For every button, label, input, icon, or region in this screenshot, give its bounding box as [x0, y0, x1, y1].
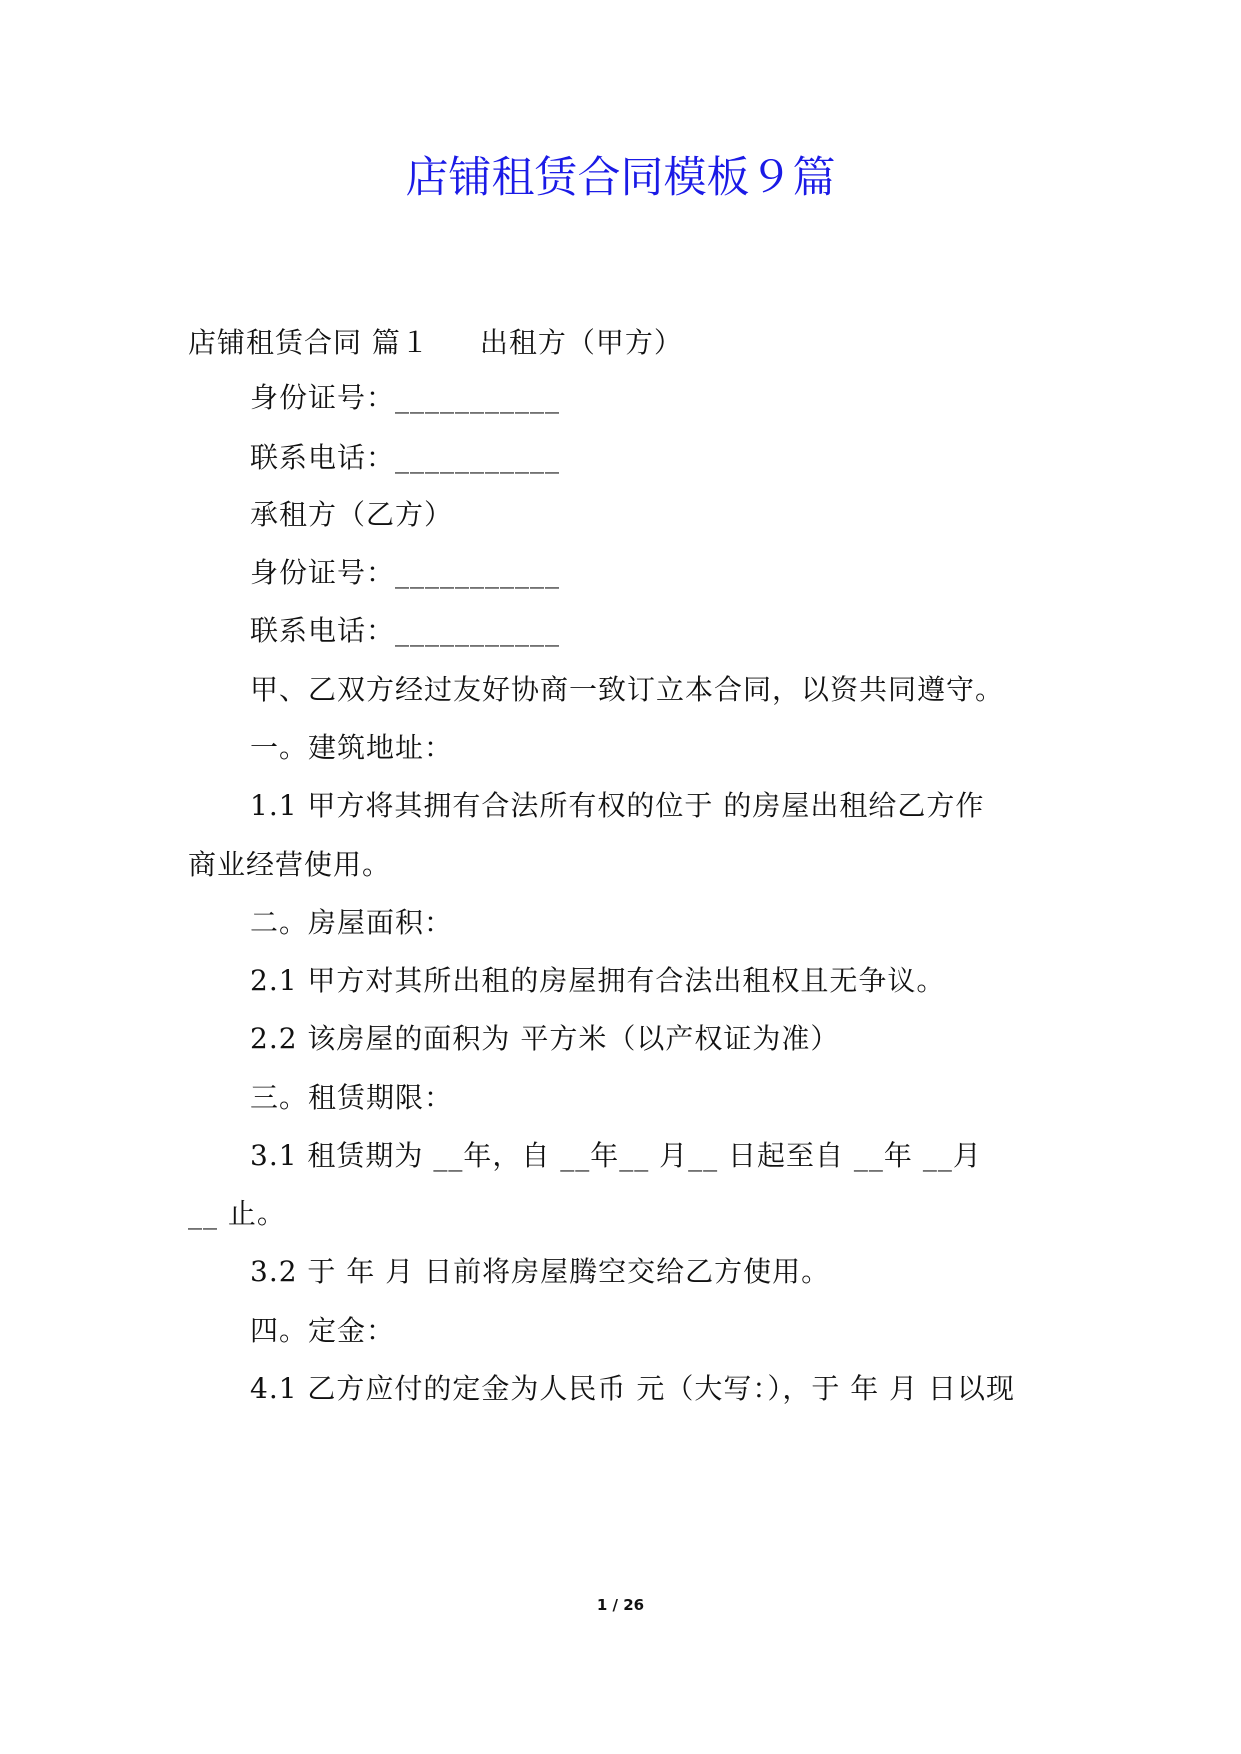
clause-1-1: 1.1 甲方将其拥有合法所有权的位于 的房屋出租给乙方作	[250, 789, 985, 822]
lessee-id-number-line: 身份证号：___________	[250, 556, 561, 589]
lessee-label: 承租方（乙方）	[250, 498, 454, 531]
document-title: 店铺租赁合同模板９篇	[405, 153, 836, 203]
section-heading-term: 三。租赁期限：	[250, 1081, 454, 1114]
page-indicator: 1 / 26	[596, 1596, 645, 1614]
lessor-id-number-line: 身份证号：___________	[250, 381, 561, 414]
section-heading-area: 二。房屋面积：	[250, 906, 454, 939]
agreement-paragraph: 甲、乙双方经过友好协商一致订立本合同，以资共同遵守。	[250, 673, 1005, 706]
clause-1-1-continued: 商业经营使用。	[188, 848, 392, 881]
contract-heading: 店铺租赁合同 篇１	[188, 326, 430, 359]
clause-3-1: 3.1 租赁期为 __年，自 __年__ 月__ 日起至自 __年 __月	[250, 1139, 982, 1172]
lessor-label: 出租方（甲方）	[479, 326, 683, 359]
clause-3-2: 3.2 于 年 月 日前将房屋腾空交给乙方使用。	[250, 1255, 831, 1288]
section-heading-address: 一。建筑地址：	[250, 731, 454, 764]
lessee-phone-line: 联系电话：___________	[250, 614, 561, 647]
section-heading-deposit: 四。定金：	[250, 1314, 396, 1347]
contract-heading-row	[188, 323, 683, 363]
lessor-phone-line: 联系电话：___________	[250, 441, 561, 474]
clause-2-2: 2.2 该房屋的面积为 平方米（以产权证为准）	[250, 1022, 840, 1055]
clause-4-1: 4.1 乙方应付的定金为人民币 元（大写：），于 年 月 日以现	[250, 1372, 1016, 1405]
clause-3-1-continued: __ 止。	[188, 1197, 286, 1230]
clause-2-1: 2.1 甲方对其所出租的房屋拥有合法出租权且无争议。	[250, 964, 946, 997]
